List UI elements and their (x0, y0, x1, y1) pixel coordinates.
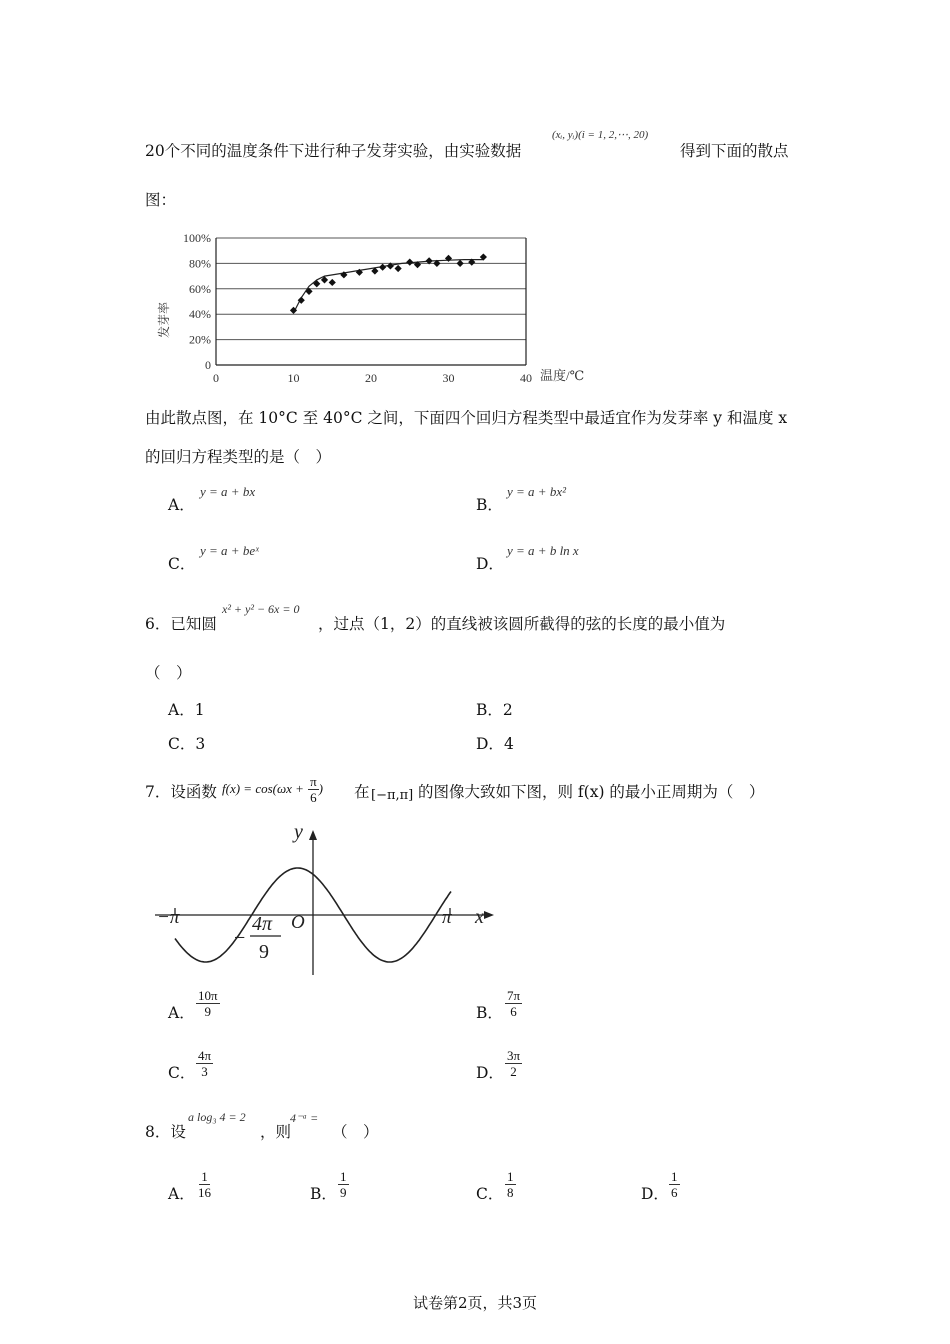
q7-func-fraction (308, 774, 319, 805)
q6-number: 6．已知圆 (145, 615, 217, 633)
q8-option-a[interactable] (168, 1183, 195, 1205)
q5-option-c-expr: y = a + beˣ (200, 543, 259, 558)
q7-func-den: 6 (310, 790, 317, 805)
chart-x-label: 温度/℃ (540, 368, 585, 383)
graph-y-arrow (309, 830, 317, 840)
q5-option-a-expr: y = a + bx (200, 484, 256, 499)
q8-paren: （ ） (332, 1123, 379, 1141)
q8-number: 8．设 (145, 1123, 186, 1141)
fraction-num: 1 (201, 1169, 208, 1184)
fraction-den: 9 (340, 1185, 347, 1200)
q7-number: 7．设函数 (145, 783, 217, 801)
option-letter: C． (168, 555, 196, 573)
q5-option-b[interactable] (476, 494, 503, 516)
fraction-num: 7π (507, 988, 521, 1003)
q7-option-c[interactable] (168, 1062, 195, 1084)
y-tick-label: 80% (189, 256, 211, 271)
option-value: 2 (502, 701, 513, 719)
q7-func-b: ) (318, 781, 324, 796)
q7-mid: 在 (354, 783, 370, 801)
fraction-num: 1 (507, 1169, 514, 1184)
graph-x-arrow (484, 911, 494, 919)
option-value: 1 (194, 701, 205, 719)
q6-option-a[interactable] (168, 699, 205, 721)
chart-ticks (183, 231, 532, 385)
chart-points (290, 253, 487, 314)
option-letter: D． (476, 555, 504, 573)
q5-intro-a: 20个不同的温度条件下进行种子发芽实验，由实验数据 (145, 142, 522, 160)
q7-func-num: π (310, 774, 317, 789)
q5-intro-b: 得到下面的散点 (680, 142, 789, 160)
graph-origin-label: O (291, 912, 305, 933)
data-point (329, 279, 336, 286)
fraction-den: 3 (201, 1064, 208, 1079)
q5-option-d-expr: y = a + b ln x (507, 543, 579, 558)
q8-expr: a log₃ 4 = 2 (188, 1110, 246, 1124)
q5-question-a: 由此散点图，在 10°C 至 40°C 之间，下面四个回归方程类型中最适宜作为发芽率 y 和温度 x (145, 409, 788, 427)
graph-zero-sign: − (234, 927, 246, 949)
y-tick-label: 60% (189, 281, 211, 296)
option-letter: C． (168, 735, 196, 753)
x-tick-label: 0 (213, 371, 219, 385)
fraction-den: 6 (510, 1004, 517, 1019)
option-letter: B． (476, 1004, 503, 1022)
page-footer: 试卷第2页，共3页 (412, 1294, 538, 1312)
fraction-den: 16 (198, 1185, 211, 1200)
y-tick-label: 20% (189, 332, 211, 347)
option-letter: C． (168, 1064, 196, 1082)
q5-intro-c: 图： (145, 191, 177, 209)
q8-option-c[interactable] (476, 1183, 503, 1205)
q7-option-a-fraction (196, 988, 220, 1019)
option-value: 3 (195, 735, 206, 753)
q6-option-b[interactable] (476, 699, 513, 721)
graph-zero-num: 4π (252, 913, 273, 935)
cosine-graph (150, 820, 500, 980)
fraction-den: 6 (671, 1185, 678, 1200)
q7-func-a: f(x) = cos(ωx + (222, 781, 304, 796)
q8-expr2: 4⁻ᵃ = (290, 1111, 319, 1125)
graph-zero-den: 9 (259, 941, 269, 963)
q5-option-c[interactable] (168, 553, 195, 575)
fraction-num: 4π (198, 1048, 212, 1063)
q6-option-c[interactable] (168, 733, 205, 755)
q7-option-c-fraction (196, 1048, 213, 1079)
fraction-den: 2 (510, 1064, 517, 1079)
option-letter: B． (310, 1185, 337, 1203)
q7-text: 的图像大致如下图，则 f(x) 的最小正周期为（ ） (418, 783, 765, 801)
q8-mid: ，则 (260, 1123, 292, 1141)
q8-option-b-fraction (338, 1169, 349, 1200)
chart-y-label: 发芽率 (157, 301, 171, 339)
option-letter: D． (641, 1185, 669, 1203)
option-value: 4 (503, 735, 514, 753)
scatter-chart (150, 228, 600, 388)
q7-option-b[interactable] (476, 1002, 503, 1024)
q6-text: ，过点（1，2）的直线被该圆所截得的弦的长度的最小值为 (318, 615, 726, 633)
graph-x-label: x (475, 906, 484, 928)
option-letter: A． (168, 496, 195, 514)
option-letter: A． (168, 1004, 195, 1022)
q5-question-b: 的回归方程类型的是（ ） (145, 448, 332, 466)
fraction-num: 1 (340, 1169, 347, 1184)
fraction-den: 9 (204, 1004, 212, 1019)
q7-option-d-fraction (505, 1048, 522, 1079)
option-letter: C． (476, 1185, 504, 1203)
option-letter: D． (476, 735, 504, 753)
option-letter: A． (168, 701, 195, 719)
q5-option-d[interactable] (476, 553, 504, 575)
graph-right-label: π (442, 907, 452, 928)
q5-data-expr: (xᵢ, yᵢ)(i = 1, 2,⋯, 20) (552, 129, 649, 141)
graph-left-label: −π (157, 907, 180, 928)
y-tick-label: 0 (205, 358, 211, 372)
q5-option-a[interactable] (168, 494, 195, 516)
q6-expr: x² + y² − 6x = 0 (222, 602, 300, 616)
q8-option-d[interactable] (641, 1183, 669, 1205)
q7-option-b-fraction (505, 988, 522, 1019)
option-letter: B． (476, 496, 503, 514)
q5-option-b-expr: y = a + bx² (507, 484, 566, 499)
graph-y-label: y (294, 821, 303, 843)
q8-option-d-fraction (669, 1169, 680, 1200)
x-tick-label: 30 (442, 371, 455, 385)
data-point (313, 280, 320, 287)
q7-option-a[interactable] (168, 1002, 195, 1024)
q6-paren: （ ） (145, 664, 192, 682)
fraction-num: 3π (507, 1048, 521, 1063)
option-letter: D． (476, 1064, 504, 1082)
data-point (457, 260, 464, 267)
q8-option-a-fraction (196, 1169, 213, 1200)
fraction-num: 10π (198, 988, 218, 1003)
x-tick-label: 40 (520, 371, 532, 385)
x-tick-label: 20 (365, 371, 377, 385)
y-tick-label: 100% (183, 231, 211, 245)
fraction-den: 8 (507, 1185, 514, 1200)
fraction-num: 1 (671, 1169, 678, 1184)
x-tick-label: 10 (287, 371, 300, 385)
q6-option-d[interactable] (476, 733, 514, 755)
data-point (395, 265, 402, 272)
data-point (379, 264, 386, 271)
option-letter: A． (168, 1185, 195, 1203)
y-tick-label: 40% (189, 307, 211, 322)
option-letter: B． (476, 701, 503, 719)
q8-option-c-fraction (505, 1169, 516, 1200)
data-point (406, 259, 413, 266)
q7-option-d[interactable] (476, 1062, 504, 1084)
q8-option-b[interactable] (310, 1183, 337, 1205)
q7-function (222, 774, 323, 805)
chart-grid (216, 238, 526, 365)
q7-interval: [−π,π] (371, 788, 414, 803)
